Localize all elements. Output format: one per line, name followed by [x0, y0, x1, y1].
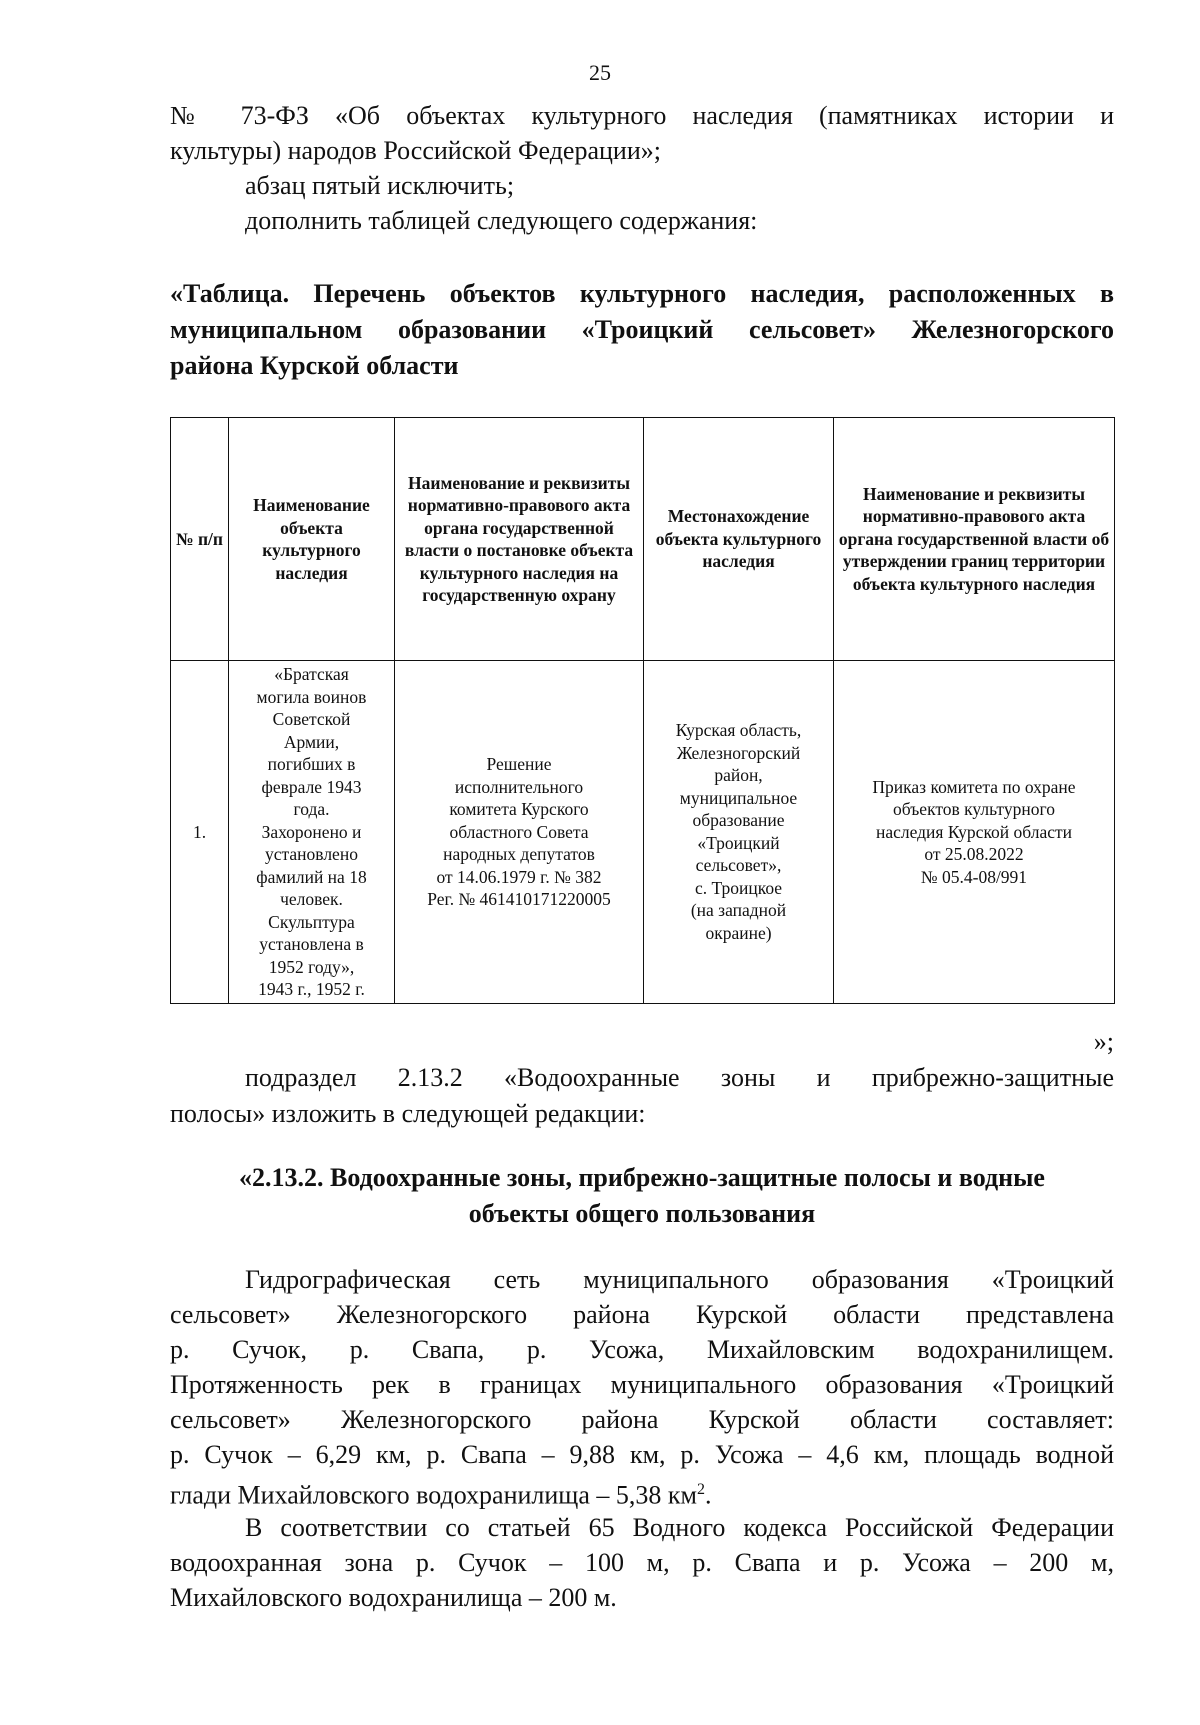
header-boundaries-act: Наименование и реквизиты нормативно-правового акта органа государственной власти об утверждении границ территории объекта культурного наследия	[834, 418, 1115, 661]
page-number: 25	[589, 60, 611, 85]
para1-line-3: р. Сучок, р. Свапа, р. Усожа, Михайловским водохранилищем.	[170, 1335, 1114, 1364]
para2-line-1: В соответствии со статьей 65 Водного кодекса Российской Федерации	[245, 1513, 1114, 1542]
cell-object-name: «Братская могила воинов Советской Армии, погибших в феврале 1943 года. Захоронено и установлено фамилий на 18 человек. Скульптура установлена в 1952 году», 1943 г., 1952 г.	[229, 661, 395, 1004]
table-title-line-1: «Таблица. Перечень объектов культурного наследия, расположенных в	[170, 279, 1114, 308]
para1-line-7: глади Михайловского водохранилища – 5,38 $км^2$.	[170, 1480, 712, 1510]
intro-line-3: абзац пятый исключить;	[245, 171, 515, 200]
cell-number: 1.	[171, 661, 229, 1004]
table-closing-mark: »;	[1093, 1027, 1114, 1056]
para1-line-6: р. Сучок – 6,29 км, р. Свапа – 9,88 км, р. Усожа – 4,6 км, площадь водной	[170, 1440, 1114, 1469]
para1-line-1: Гидрографическая сеть муниципального образования «Троицкий	[245, 1265, 1114, 1294]
cell-location: Курская область, Железногорский район, муниципальное образование «Троицкий сельсовет», с. Троицкое (на западной окраине)	[644, 661, 834, 1004]
subsection-intro-line-2: полосы» изложить в следующей редакции:	[170, 1099, 646, 1128]
cell-boundaries-act: Приказ комитета по охране объектов культурного наследия Курской области от 25.08.2022 № 05.4-08/991	[834, 661, 1115, 1004]
header-object-name: Наименование объекта культурного наследия	[229, 418, 395, 661]
table-title-line-3: района Курской области	[170, 351, 459, 380]
heritage-objects-table	[170, 417, 1115, 1004]
intro-line-2: культуры) народов Российской Федерации»;	[170, 136, 661, 165]
para1-line-2: сельсовет» Железногорского района Курской области представлена	[170, 1300, 1114, 1329]
subsection-intro-line-1: подраздел 2.13.2 «Водоохранные зоны и прибрежно-защитные	[245, 1063, 1114, 1092]
para1-line-5: сельсовет» Железногорского района Курской области составляет:	[170, 1405, 1114, 1434]
header-protection-act: Наименование и реквизиты нормативно-правового акта органа государственной власти о постановке объекта культурного наследия на государственную охрану	[395, 418, 644, 661]
para1-line-4: Протяженность рек в границах муниципального образования «Троицкий	[170, 1370, 1114, 1399]
header-location: Местонахождение объекта культурного наследия	[644, 418, 834, 661]
section-heading-line-2: объекты общего пользования	[468, 1199, 816, 1228]
intro-line-1: № 73-ФЗ «Об объектах культурного наследия (памятниках истории и	[170, 101, 1114, 130]
intro-line-4: дополнить таблицей следующего содержания:	[245, 206, 758, 235]
para2-line-3: Михайловского водохранилища – 200 м.	[170, 1583, 617, 1612]
header-number: № п/п	[171, 418, 229, 661]
table-title-line-2: муниципальном образовании «Троицкий сельсовет» Железногорского	[170, 315, 1114, 344]
section-heading-line-1: «2.13.2. Водоохранные зоны, прибрежно-защитные полосы и водные	[239, 1163, 1045, 1192]
table-header-row	[171, 418, 1115, 661]
cell-protection-act: Решение исполнительного комитета Курского областного Совета народных депутатов от 14.06.1979 г. № 382 Рег. № 461410171220005	[395, 661, 644, 1004]
table-row	[171, 661, 1115, 1004]
para2-line-2: водоохранная зона р. Сучок – 100 м, р. Свапа и р. Усожа – 200 м,	[170, 1548, 1114, 1577]
